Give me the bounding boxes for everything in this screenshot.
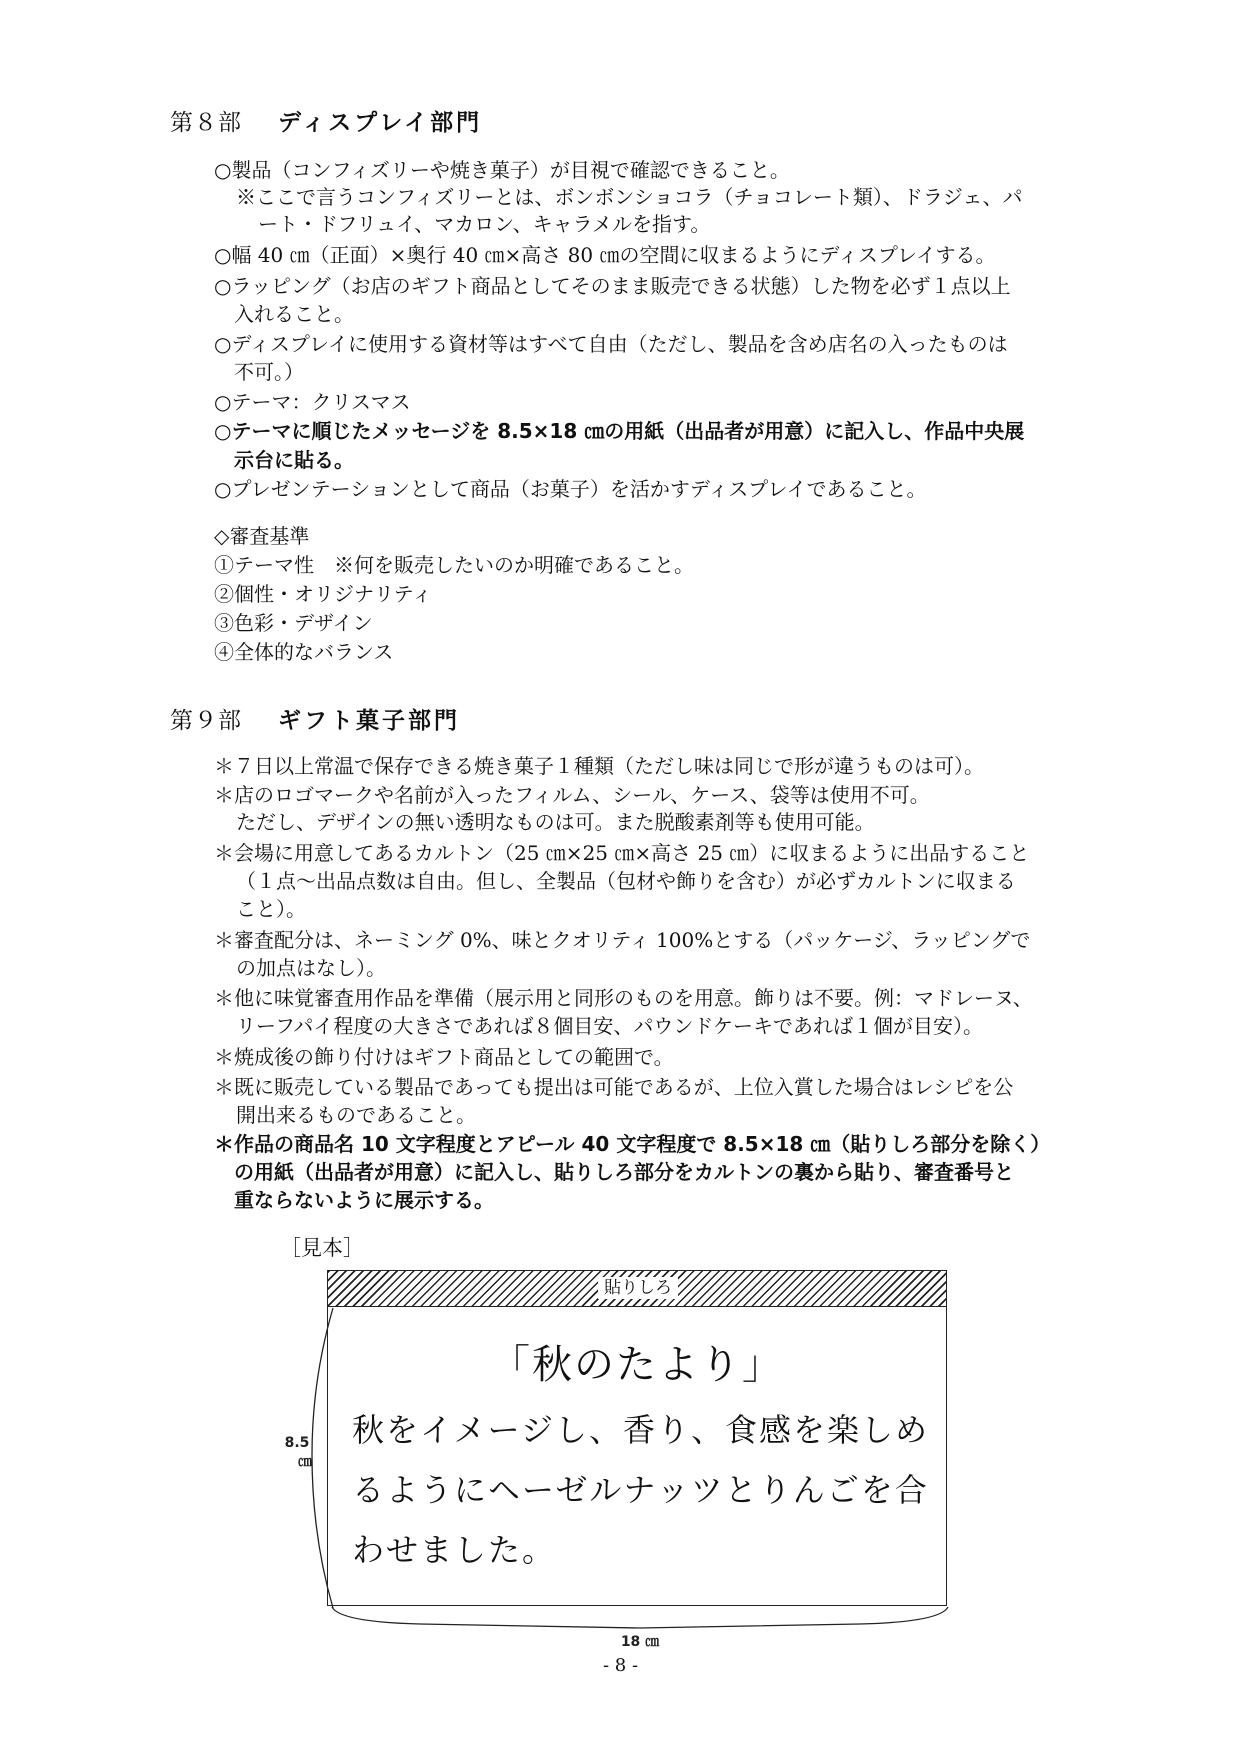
s9-line-7: ＊審査配分は、ネーミング 0%、味とクオリティ 100%とする（パッケージ、ラッピングで (214, 928, 1031, 952)
s8-line-8: 不可。） (234, 360, 304, 384)
s9-line-6: こと）。 (236, 897, 306, 921)
paste-margin-label: 貼りしろ (598, 1277, 678, 1299)
sample-product-name: 「秋のたより」 (490, 1342, 784, 1388)
s9-line-15: の用紙（出品者が用意）に記入し、貼りしろ部分をカルトンの裏から貼り、審査番号と (234, 1160, 1014, 1184)
s8-line-2: ※ここで言うコンフィズリーとは、ボンボンショコラ（チョコレート類）、ドラジェ、パ (236, 185, 1023, 209)
s8-line-1: ○製品（コンフィズリーや焼き菓子）が目視で確認できること。 (214, 158, 790, 182)
s9-line-2: ＊店のロゴマークや名前が入ったフィルム、シール、ケース、袋等は使用不可。 (214, 783, 930, 807)
s9-line-12: ＊既に販売している製品であっても提出は可能であるが、上位入賞した場合はレシピを公 (214, 1075, 1014, 1099)
section9-name: ギフト菓子部門 (278, 708, 460, 734)
section8-number: 第８部 (170, 110, 242, 136)
page-number: - 8 - (602, 1655, 639, 1676)
s8-line-3: ート・ドフリュイ、マカロン、キャラメルを指す。 (258, 212, 711, 236)
height-unit: ㎝ (298, 1454, 312, 1470)
sample-desc-line-3: わせました。 (352, 1531, 557, 1569)
criteria-2: ②個性・オリジナリティ (214, 582, 432, 606)
height-value: 8.5 (284, 1435, 310, 1451)
sample-desc-line-1: 秋をイメージし、香り、食感を楽しめ (352, 1411, 930, 1449)
s9-line-13: 開出来るものであること。 (236, 1103, 476, 1127)
s9-line-16: 重ならないように展示する。 (234, 1188, 494, 1212)
section8-name: ディスプレイ部門 (278, 110, 483, 136)
s9-line-8: の加点はなし）。 (236, 956, 386, 980)
criteria-3: ③色彩・デザイン (214, 611, 373, 635)
s9-line-9: ＊他に味覚審査用作品を準備（展示用と同形のものを用意。飾りは不要。例：マドレーヌ、 (214, 986, 1033, 1010)
s8-line-6: 入れること。 (234, 302, 354, 326)
criteria-4: ④全体的なバランス (214, 640, 394, 664)
criteria-1: ①テーマ性 ※何を販売したいのか明確であること。 (214, 553, 694, 577)
sample-desc-line-2: るようにヘーゼルナッツとりんごを合 (352, 1471, 929, 1509)
s8-line-7: ○ディスプレイに使用する資材等はすべて自由（ただし、製品を含め店名の入ったものは (214, 332, 1008, 356)
s8-line-5: ○ラッピング（お店のギフト商品としてそのまま販売できる状態）した物を必ず１点以上 (214, 274, 1011, 298)
height-bracket (312, 1308, 333, 1608)
section9-number: 第９部 (170, 708, 242, 734)
width-bracket (332, 1607, 948, 1628)
s9-line-4: ＊会場に用意してあるカルトン（25 ㎝×25 ㎝×高さ 25 ㎝）に収まるように出品すること (214, 841, 1030, 865)
width-label: 18 ㎝ (620, 1634, 660, 1650)
s8-line-9: ○テーマ：クリスマス (214, 390, 411, 414)
s8-line-12: ○プレゼンテーションとして商品（お菓子）を活かすディスプレイであること。 (214, 477, 927, 501)
s9-line-10: リーフパイ程度の大きさであれば８個目安、パウンドケーキであれば１個が目安）。 (236, 1014, 983, 1038)
s8-line-4: ○幅 40 ㎝（正面）×奥行 40 ㎝×高さ 80 ㎝の空間に収まるようにディスプレイする。 (214, 243, 996, 267)
height-label (282, 1435, 312, 1471)
s8-line-11: 示台に貼る。 (234, 448, 354, 472)
criteria-title: ◇審査基準 (214, 524, 310, 548)
s9-line-14: ＊作品の商品名 10 文字程度とアピール 40 文字程度で 8.5×18 ㎝（貼りしろ部分を除く） (214, 1132, 1051, 1156)
sample-label: ［見本］ (280, 1236, 364, 1260)
s9-line-11: ＊焼成後の飾り付けはギフト商品としての範囲で。 (214, 1045, 674, 1069)
s9-line-3: ただし、デザインの無い透明なものは可。また脱酸素剤等も使用可能。 (236, 810, 875, 834)
s9-line-1: ＊７日以上常温で保存できる焼き菓子１種類（ただし味は同じで形が違うものは可）。 (214, 754, 984, 778)
s8-line-10: ○テーマに順じたメッセージを 8.5×18 ㎝の用紙（出品者が用意）に記入し、作品中央展 (214, 419, 1025, 443)
s9-line-5: （１点～出品点数は自由。但し、全製品（包材や飾りを含む）が必ずカルトンに収まる (236, 869, 1016, 893)
